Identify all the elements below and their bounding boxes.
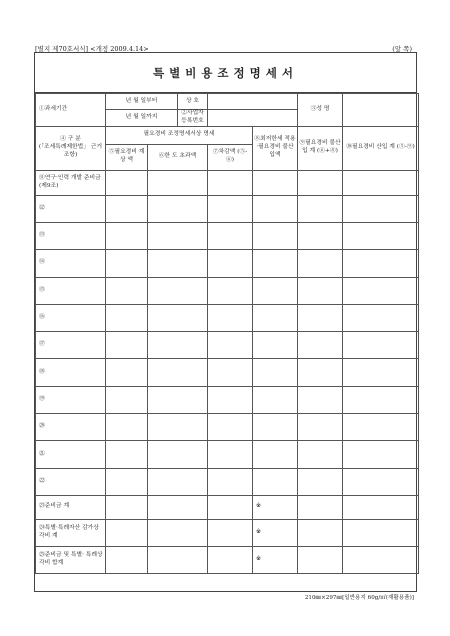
name-label: ③성 명 [298,94,343,127]
cell-col7[interactable] [208,195,253,222]
row-label: ⑲ [36,386,106,413]
summary-row [36,519,419,546]
cell-col8[interactable]: ※ [253,495,298,519]
table-row [36,386,419,413]
period-label: ①과세기간 [36,94,106,127]
cell-col8[interactable] [253,304,298,331]
cell-col5[interactable] [106,359,148,386]
page-side: (앞 쪽) [392,45,412,53]
cell-col9[interactable] [298,495,343,519]
row-label: ⑫ [36,195,106,222]
row-label: ⑭ [36,250,106,277]
cell-col7[interactable] [208,546,253,573]
cell-col8[interactable]: ※ [253,519,298,546]
category-header [36,126,106,170]
cell-col6[interactable] [148,332,208,359]
cell-col6[interactable] [148,359,208,386]
cell-col5[interactable] [106,195,148,222]
col7-header: ⑦차감액 (⑤-⑥) [208,144,253,170]
col5-header: ⑤필요경비 계 상 액 [106,144,148,170]
table-row [36,195,419,222]
cell-col9[interactable] [298,222,343,249]
cell-col5[interactable] [106,495,148,519]
cell-col7[interactable] [208,332,253,359]
row-label: ㉓준비금 계 [36,495,106,519]
cell-col8[interactable] [253,386,298,413]
cell-col10[interactable] [343,441,419,468]
form-title: 특별비용조정명세서 [153,65,298,80]
title-row [35,53,416,93]
table-row [36,414,419,441]
cell-col8[interactable] [253,195,298,222]
row-label: ⑳ [36,414,106,441]
cell-col6[interactable] [148,304,208,331]
cell-col5[interactable] [106,441,148,468]
table-row [36,170,419,195]
row-label: ㉑ [36,441,106,468]
period-to[interactable]: 년 월 일까지 [106,110,178,127]
row-label: ⑱ [36,359,106,386]
row-label: ㉔특별·특례자산 감가상각비 계 [36,519,106,546]
cell-col8[interactable] [253,414,298,441]
cell-col10[interactable] [343,304,419,331]
col9-header: ⑨필요경비 불산입 계 (⑥+⑧) [298,126,343,170]
group-header: 필요경비 조정명세서상 명세 [106,126,253,144]
cell-col7[interactable] [208,250,253,277]
cell-col5[interactable] [106,414,148,441]
table-row [36,277,419,304]
cell-col5[interactable] [106,546,148,573]
cell-col9[interactable] [298,386,343,413]
period-from[interactable]: 년 월 일부터 [106,94,178,110]
table-row [36,441,419,468]
cell-col10[interactable] [343,546,419,573]
col10-header: ⑩필요경비 산입 계 (⑤-⑨) [343,126,419,170]
cell-col7[interactable] [208,222,253,249]
paper-spec: 210㎜×297㎜[일반용지 60g/㎡(재활용품)] [304,595,414,601]
cell-col6[interactable] [148,195,208,222]
cell-col7[interactable] [208,414,253,441]
biz-reg-value[interactable] [208,110,298,127]
cell-col7[interactable] [208,519,253,546]
summary-row [36,546,419,573]
cell-col8[interactable] [253,332,298,359]
cell-col5[interactable] [106,468,148,495]
cell-col10[interactable] [343,519,419,546]
cell-col10[interactable] [343,495,419,519]
category-title: ④ 구 분 [60,136,81,143]
cell-col6[interactable] [148,441,208,468]
cell-col7[interactable] [208,468,253,495]
cell-col10[interactable] [343,170,419,195]
cell-col7[interactable] [208,359,253,386]
cell-col6[interactable] [148,250,208,277]
cell-col5[interactable] [106,277,148,304]
cell-col6[interactable] [148,222,208,249]
cell-col9[interactable] [298,332,343,359]
row-label: ⑰ [36,332,106,359]
name-value[interactable] [343,94,419,127]
summary-row [36,495,419,519]
cell-col8[interactable] [253,441,298,468]
table-row [36,222,419,249]
cell-col10[interactable] [343,414,419,441]
table-row [36,332,419,359]
cell-col7[interactable] [208,495,253,519]
cell-col8[interactable] [253,250,298,277]
cell-col7[interactable] [208,170,253,195]
cell-col5[interactable] [106,304,148,331]
cell-col6[interactable] [148,495,208,519]
row-label: ⑯ [36,304,106,331]
cell-col5[interactable] [106,386,148,413]
company-label: 상 호 [178,94,208,110]
form-number: [별지 제70호서식] <개정 2009.4.14> [35,45,149,53]
cell-col10[interactable] [343,195,419,222]
cell-col9[interactable] [298,304,343,331]
cell-col9[interactable] [298,250,343,277]
cell-col8[interactable]: ※ [253,546,298,573]
cell-col9[interactable] [298,468,343,495]
cell-col8[interactable] [253,277,298,304]
cell-col10[interactable] [343,222,419,249]
cell-col5[interactable] [106,519,148,546]
row-label: ㉒ [36,468,106,495]
cell-col10[interactable] [343,468,419,495]
cell-col8[interactable] [253,468,298,495]
row-label: ⑬ [36,222,106,249]
cell-col5[interactable] [106,222,148,249]
cell-col10[interactable] [343,250,419,277]
cell-col8[interactable] [253,170,298,195]
biz-reg-label: ②사업자등록번호 [178,110,208,127]
table-row [36,304,419,331]
cell-col9[interactable] [298,546,343,573]
category-sub: (「조세특례제한법」 근거조항) [38,144,103,159]
table-row [36,468,419,495]
col6-header: ⑥한 도 초과액 [148,144,208,170]
form-table [35,93,419,574]
cell-col5[interactable] [106,332,148,359]
company-value[interactable] [208,94,298,110]
cell-col8[interactable] [253,359,298,386]
cell-col9[interactable] [298,170,343,195]
cell-col7[interactable] [208,304,253,331]
cell-col9[interactable] [298,519,343,546]
cell-col10[interactable] [343,277,419,304]
table-row [36,250,419,277]
row-label: ⑮ [36,277,106,304]
cell-col8[interactable] [253,222,298,249]
cell-col10[interactable] [343,359,419,386]
table-row [36,359,419,386]
cell-col9[interactable] [298,414,343,441]
cell-col9[interactable] [298,277,343,304]
cell-col9[interactable] [298,359,343,386]
row-label: ⑪연구·인력 개발 준비금(제9조) [36,170,106,195]
cell-col5[interactable] [106,170,148,195]
cell-col7[interactable] [208,386,253,413]
cell-col9[interactable] [298,195,343,222]
row-label: ㉕준비금 및 특별· 특례상각비 합계 [36,546,106,573]
cell-col10[interactable] [343,332,419,359]
cell-col6[interactable] [148,170,208,195]
cell-col6[interactable] [148,414,208,441]
cell-col7[interactable] [208,441,253,468]
cell-col6[interactable] [148,546,208,573]
cell-col6[interactable] [148,277,208,304]
cell-col10[interactable] [343,386,419,413]
cell-col9[interactable] [298,441,343,468]
cell-col6[interactable] [148,519,208,546]
cell-col6[interactable] [148,386,208,413]
cell-col5[interactable] [106,250,148,277]
cell-col7[interactable] [208,277,253,304]
col8-header: ⑧최저한세 적용·필요경비 불산입액 [253,126,298,170]
form-frame [34,52,417,592]
cell-col6[interactable] [148,468,208,495]
